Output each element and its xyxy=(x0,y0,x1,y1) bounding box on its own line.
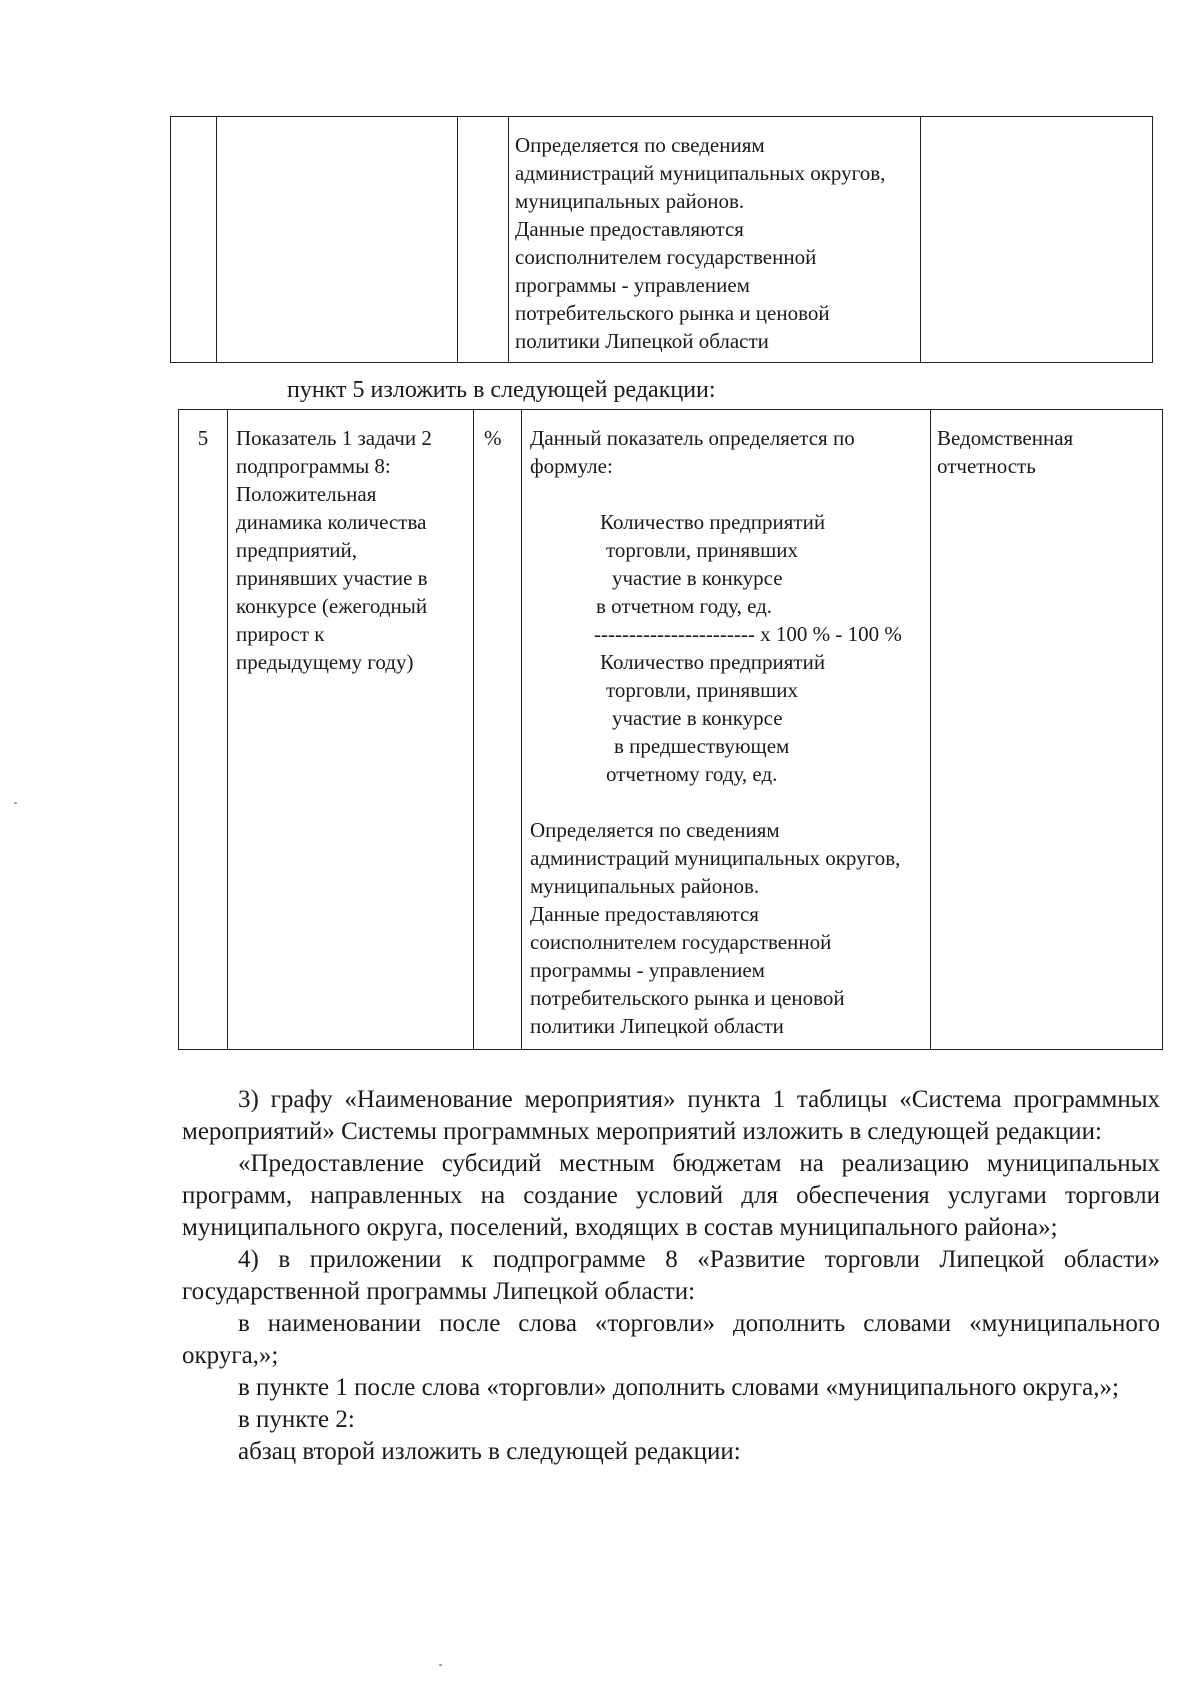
text-line: Данные предоставляются xyxy=(530,902,759,926)
table-row xyxy=(179,410,1163,1050)
paragraph: в наименовании после слова «торговли» дополнить словами «муниципального округа,»; xyxy=(182,1310,1160,1369)
text-line: программы - управлением xyxy=(530,958,765,982)
spacer xyxy=(530,480,930,508)
table-item-5 xyxy=(178,409,1163,1050)
formula-fraction-line: ----------------------- х 100 % - 100 % xyxy=(594,622,902,646)
text-line: принявших участие в xyxy=(236,566,428,590)
scan-mark xyxy=(14,802,17,804)
formula-denominator-line: торговли, принявших xyxy=(606,678,799,702)
cell-number xyxy=(171,117,217,363)
formula-denominator-line: отчетному году, ед. xyxy=(606,762,778,786)
text-line: политики Липецкой области xyxy=(530,1014,784,1038)
text-line: политики Липецкой области xyxy=(515,329,769,353)
text-line: соисполнителем государственной xyxy=(515,245,817,269)
cell-indicator-name xyxy=(217,117,458,363)
cell-data-source xyxy=(921,117,1153,363)
table-continuation xyxy=(170,116,1153,363)
text-line: программы - управлением xyxy=(515,273,750,297)
cell-data-source xyxy=(931,410,1163,1050)
formula-denominator-line: Количество предприятий xyxy=(600,650,826,674)
cell-calculation-method xyxy=(509,117,921,363)
paragraph: абзац второй изложить в следующей редакции: xyxy=(238,1438,741,1465)
text-line: администраций муниципальных округов, xyxy=(515,161,886,185)
text-line: Показатель 1 задачи 2 xyxy=(236,426,432,450)
formula-denominator-line: участие в конкурсе xyxy=(612,706,783,730)
text-line: Ведомственная xyxy=(937,426,1074,450)
paragraph: в пункте 1 после слова «торговли» дополнить словами «муниципального округа,»; xyxy=(238,1374,1119,1401)
scan-mark xyxy=(439,1664,442,1666)
text-line: Определяется по сведениям xyxy=(530,818,780,842)
text-line: Данные предоставляются xyxy=(515,217,744,241)
cell-number: 5 xyxy=(179,410,228,1050)
text-line: потребительского рынка и ценовой xyxy=(530,986,845,1010)
text-line: конкурсе (ежегодный xyxy=(236,594,428,618)
paragraph: 4) в приложении к подпрограмме 8 «Развитие торговли Липецкой области» государственной программы Липецкой области: xyxy=(182,1246,1160,1305)
cell-unit xyxy=(458,117,509,363)
cell-calculation-method xyxy=(522,410,931,1050)
formula-numerator-line: торговли, принявших xyxy=(606,538,799,562)
formula-intro-line: формуле: xyxy=(530,454,613,478)
text-line: Определяется по сведениям xyxy=(515,133,765,157)
text-line: подпрограммы 8: xyxy=(236,454,391,478)
paragraph: в пункте 2: xyxy=(238,1406,355,1433)
text-line: Положительная xyxy=(236,482,377,506)
formula-numerator-line: Количество предприятий xyxy=(600,510,826,534)
cell-indicator-name xyxy=(228,410,474,1050)
text-line: предприятий, xyxy=(236,538,358,562)
formula-intro-line: Данный показатель определяется по xyxy=(530,426,855,450)
text-line: предыдущему году) xyxy=(236,650,414,674)
formula-numerator-line: в отчетном году, ед. xyxy=(596,594,773,618)
paragraph: «Предоставление субсидий местным бюджетам на реализацию муниципальных программ, направленных на создание условий для обеспечения услугами торговли муниципального округа, поселений, входящих в состав муниципального района»; xyxy=(182,1150,1160,1241)
cell-unit: % xyxy=(474,410,522,1050)
intro-text: пункт 5 изложить в следующей редакции: xyxy=(287,377,716,403)
paragraph: 3) графу «Наименование мероприятия» пункта 1 таблицы «Система программных мероприятий» Системы программных мероприятий изложить в следующей редакции: xyxy=(182,1086,1160,1145)
body-text xyxy=(182,1084,1160,1468)
text-line: соисполнителем государственной xyxy=(530,930,832,954)
formula-denominator-line: в предшествующем xyxy=(614,734,790,758)
text-line: потребительского рынка и ценовой xyxy=(515,301,830,325)
text-line: муниципальных районов. xyxy=(530,874,760,898)
formula-numerator-line: участие в конкурсе xyxy=(612,566,783,590)
text-line: администраций муниципальных округов, xyxy=(530,846,901,870)
spacer xyxy=(530,788,930,816)
table-row xyxy=(171,117,1153,363)
text-line: динамика количества xyxy=(236,510,427,534)
text-line: отчетность xyxy=(937,454,1036,478)
text-line: муниципальных районов. xyxy=(515,189,745,213)
text-line: прирост к xyxy=(236,622,325,646)
